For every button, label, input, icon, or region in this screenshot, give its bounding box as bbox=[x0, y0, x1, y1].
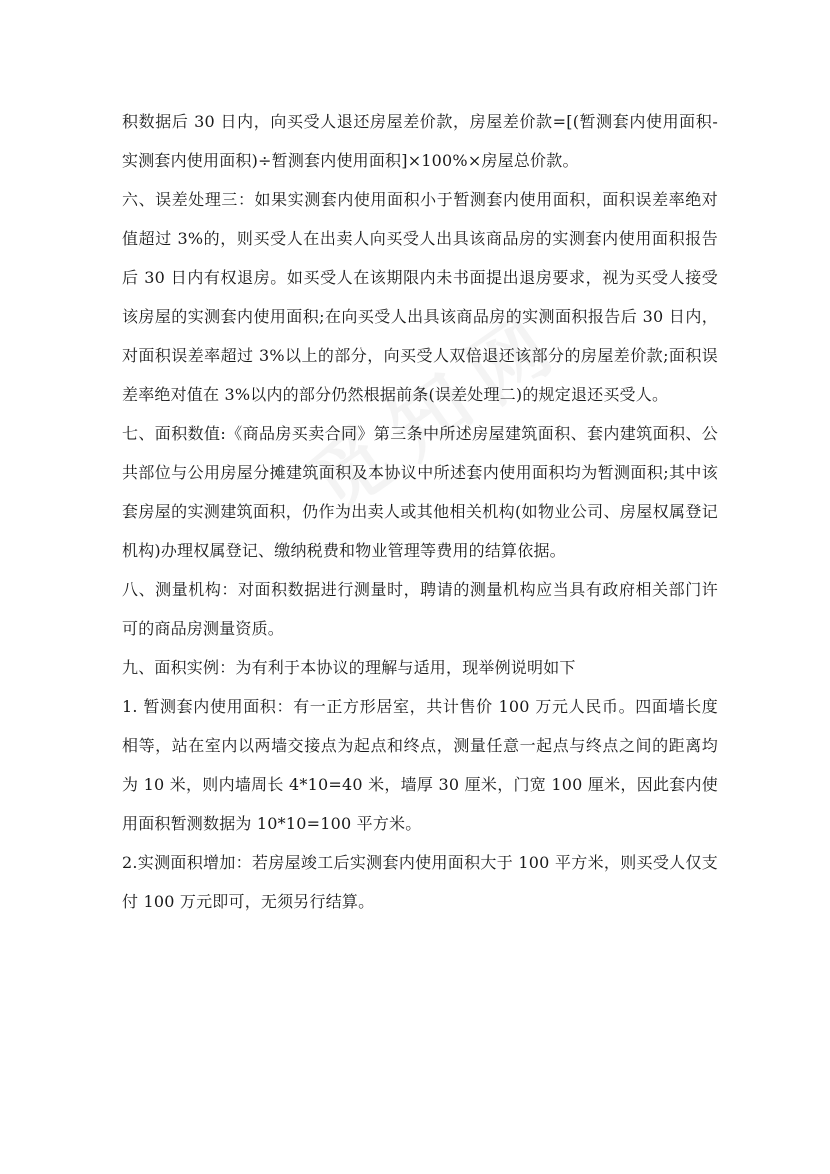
paragraph-error-handling-three: 六、误差处理三：如果实测套内使用面积小于暂测套内使用面积，面积误差率绝对值超过 3%的，则买受人在出卖人向买受人出具该商品房的实测套内使用面积报告后 30 日内有权退房。如买受人在该期限内未书面提出退房要求，视为买受人接受该房屋的实测套内使用面积;在向买受人出具该商品房的实测面积报告后 30 日内，对面积误差率超过 3%以上的部分，向买受人双倍退还该部分的房屋差价款;面积误差率绝对值在 3%以内的部分仍然根据前条(误差处理二)的规定退还买受人。 bbox=[122, 190, 718, 404]
paragraph-example-one: 1. 暂测套内使用面积：有一正方形居室，共计售价 100 万元人民币。四面墙长度相等，站在室内以两墙交接点为起点和终点，测量任意一起点与终点之间的距离均为 10 米，则内墙周长 4*10=40 米，墙厚 30 厘米，门宽 100 厘米，因此套内使用面积暂测数据为 10*10=100 平方米。 bbox=[122, 697, 718, 833]
paragraph-area-refund-formula: 积数据后 30 日内，向买受人退还房屋差价款，房屋差价款=[(暂测套内使用面积-实测套内使用面积)÷暂测套内使用面积]×100%×房屋总价款。 bbox=[122, 112, 718, 170]
paragraph-area-values: 七、面积数值:《商品房买卖合同》第三条中所述房屋建筑面积、套内建筑面积、公共部位与公用房屋分摊建筑面积及本协议中所述套内使用面积均为暂测面积;其中该套房屋的实测建筑面积，仍作为出卖人或其他相关机构(如物业公司、房屋权属登记机构)办理权属登记、缴纳税费和物业管理等费用的结算依据。 bbox=[122, 424, 718, 560]
paragraph-measurement-agency: 八、测量机构：对面积数据进行测量时，聘请的测量机构应当具有政府相关部门许可的商品房测量资质。 bbox=[122, 580, 718, 638]
paragraph-area-examples-intro: 九、面积实例：为有利于本协议的理解与适用，现举例说明如下 bbox=[122, 658, 576, 677]
paragraph-example-two: 2.实测面积增加：若房屋竣工后实测套内使用面积大于 100 平方米，则买受人仅支付 100 万元即可，无须另行结算。 bbox=[122, 853, 718, 911]
document-body bbox=[122, 102, 718, 921]
